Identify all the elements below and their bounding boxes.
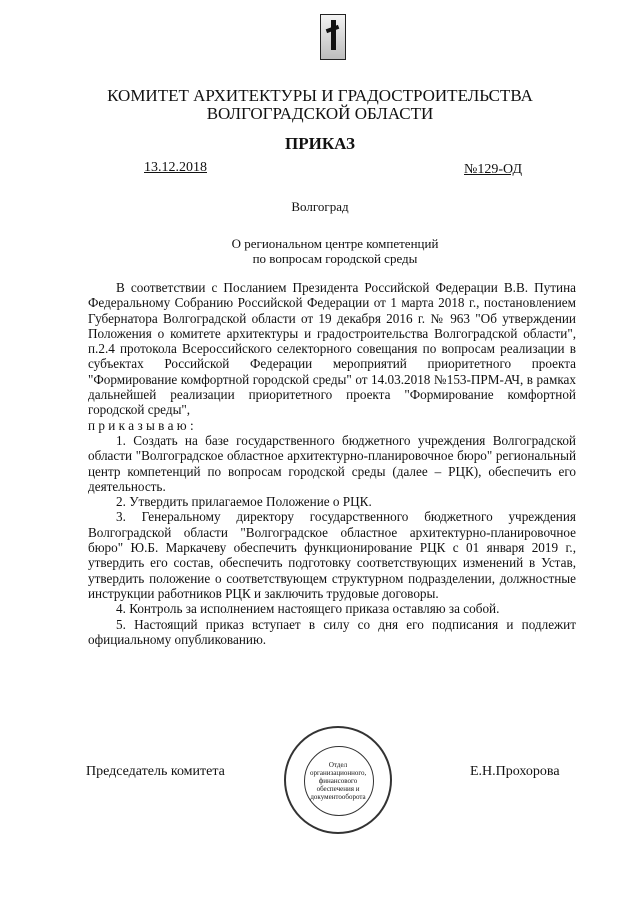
stamp-inner-text: Отдел организационного, финансового обеспечения и документооборота [310,761,367,801]
signature-position: Председатель комитета [86,764,225,779]
document-body [88,280,576,647]
order-item-2: 2. Утвердить прилагаемое Положение о РЦК. [116,494,372,510]
official-stamp [284,726,392,834]
order-word: п р и к а з ы в а ю : [88,417,194,433]
document-title: ПРИКАЗ [285,134,355,153]
document-date: 13.12.2018 [144,160,207,175]
preamble: В соответствии с Посланием Президента Российской Федерации В.В. Путина Федеральному Собранию Российской Федерации от 1 марта 2018 г., постановлением Губернатора Волгоградской области от 19 декабря 2016 г. № 963 "Об утверждении Положения о комитете архитектуры и градостроительства Волгоградской области", п.2.4 протокола Всероссийского селекторного совещания по вопросам реализации в субъектах Российской Федерации мероприятий приоритетного проекта "Формирование комфортной городской среды" от 14.03.2018 №153-ПРМ-АЧ, в рамках дальнейшей реализации приоритетного проекта "Формирование комфортной городской среды", [88,280,576,418]
document-number: №129-ОД [464,162,522,177]
order-item-3: 3. Генеральному директору государственного бюджетного учреждения Волгоградской области "Волгоградское областное архитектурно-планировочное бюро" Ю.Б. Маркачеву обеспечить функционирование РЦК с 01 января 2019 г., утвердить его состав, обеспечить подготовку соответствующих изменений в Устав, утвердить положение о соответствующем структурном подразделении, должностные инструкции работников РЦК и заключить трудовые договоры. [88,509,576,601]
coat-of-arms-icon [320,14,346,60]
subject-line2: по вопросам городской среды [252,251,418,266]
document-city: Волгоград [291,199,349,214]
subject-line1: О региональном центре компетенций [231,236,439,251]
signature-name: Е.Н.Прохорова [470,764,560,779]
order-item-4: 4. Контроль за исполнением настоящего приказа оставляю за собой. [116,601,500,617]
order-item-1: 1. Создать на базе государственного бюджетного учреждения Волгоградской области "Волгоградское областное архитектурно-планировочное бюро" региональный центр компетенций по вопросам городской среды (далее – РЦК), обеспечить его деятельность. [88,432,576,494]
organization-name-line2: ВОЛГОГРАДСКОЙ ОБЛАСТИ [206,104,434,123]
order-item-5: 5. Настоящий приказ вступает в силу со дня его подписания и подлежит официальному опубликованию. [88,616,576,647]
organization-name-line1: КОМИТЕТ АРХИТЕКТУРЫ И ГРАДОСТРОИТЕЛЬСТВА [107,86,533,105]
